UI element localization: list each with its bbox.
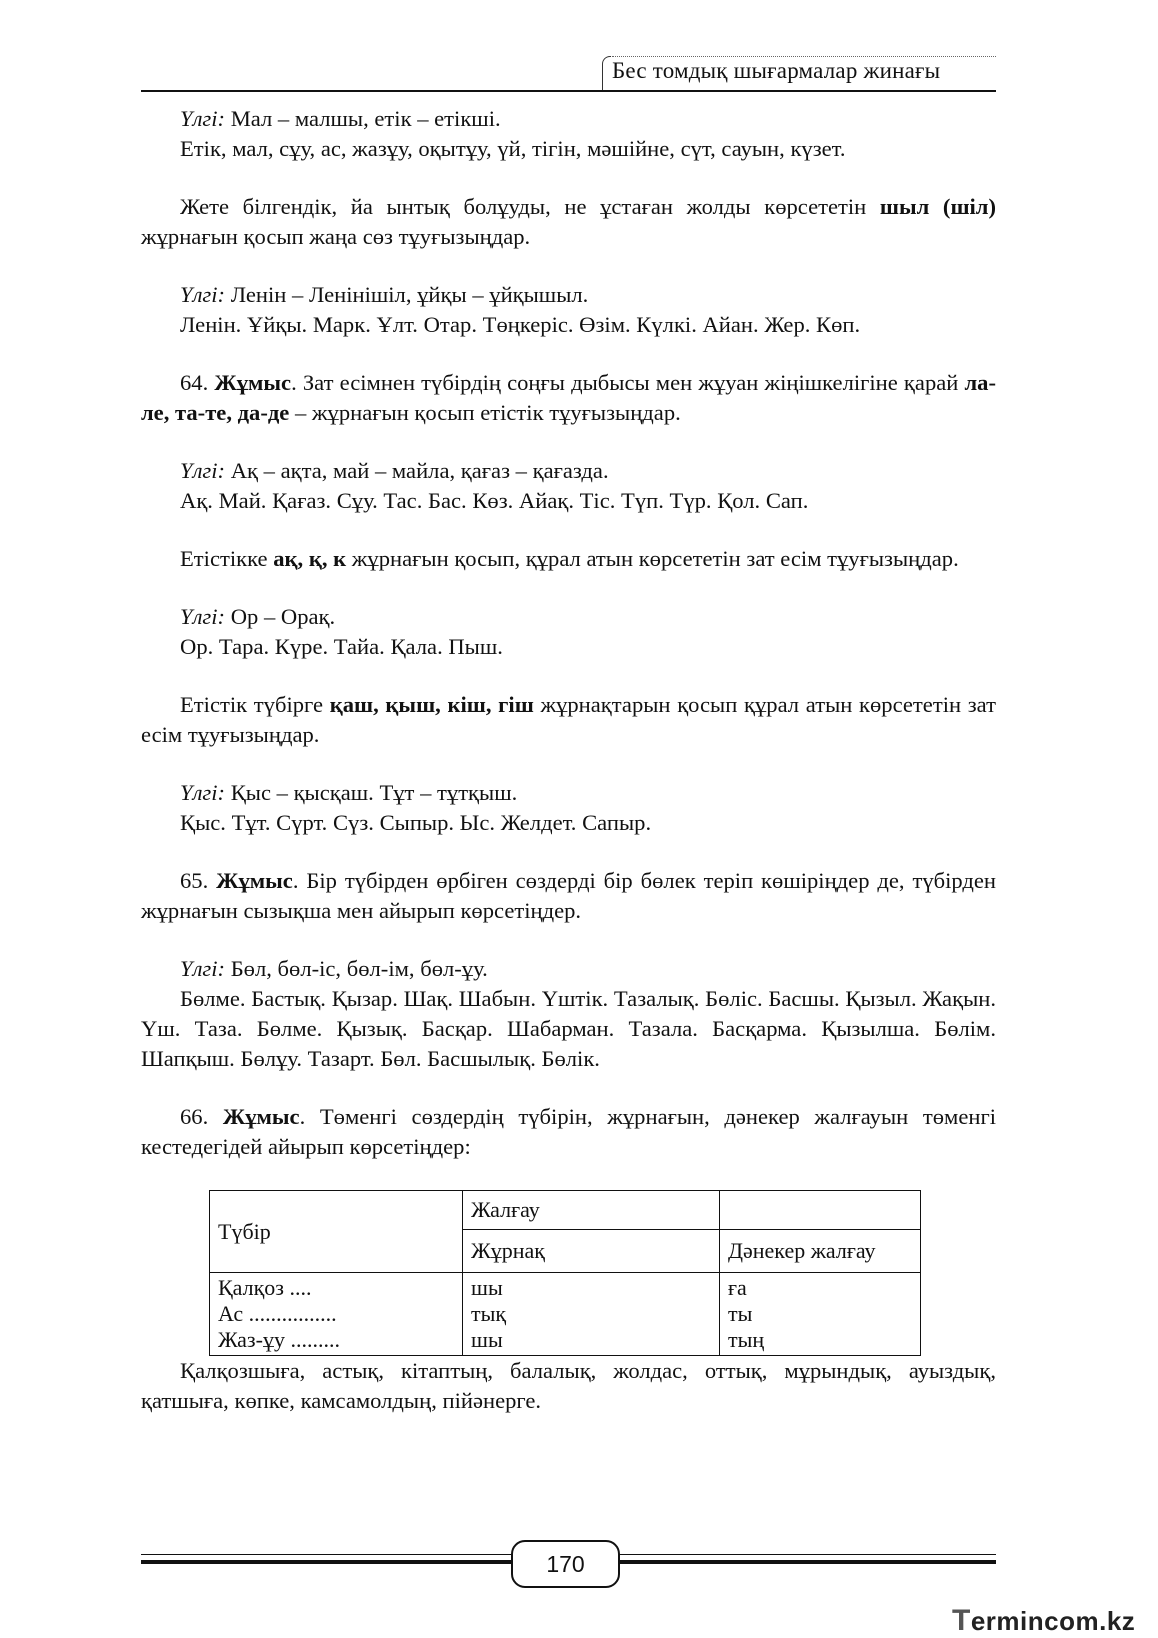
task-text-a: Етістікке (180, 546, 274, 571)
exercise-text-b: – жұрнағын қосып етістік тұуғызыңдар. (289, 400, 681, 425)
exercise-text (141, 368, 996, 428)
footer-rule (616, 1554, 996, 1555)
running-header: Бес томдық шығармалар жинағы (612, 58, 941, 83)
word-list: Етік, мал, сұу, ас, жазұу, оқытұу, үй, тігін, мәшійне, сүт, сауын, күзет. (180, 136, 846, 161)
footer-rule (141, 1560, 511, 1564)
root-value: Қалқоз .... (218, 1275, 312, 1300)
linking-value: тың (728, 1327, 765, 1352)
watermark-letter: T (952, 1604, 971, 1637)
sample-label: Үлгі: (180, 956, 226, 981)
sample-text: Бөл, бөл-іс, бөл-ім, бөл-ұу. (225, 956, 488, 981)
site-watermark (952, 1604, 1135, 1638)
sample-line (141, 280, 996, 310)
root-value: Ас ................ (218, 1301, 337, 1326)
linking-value: ға (728, 1275, 747, 1300)
sample-line (141, 954, 996, 984)
ex64-sample (141, 456, 996, 516)
sample-text: Мал – малшы, етік – етікші. (225, 106, 501, 131)
sample-label: Үлгі: (180, 604, 226, 629)
magnifier-icon: o (1059, 1606, 1076, 1636)
word-list: Ақ. Май. Қағаз. Сұу. Тас. Бас. Көз. Айақ. Тіс. Түп. Түр. Қол. Сап. (180, 488, 809, 513)
sample-text: Қыс – қысқаш. Тұт – тұтқыш. (225, 780, 518, 805)
suffix-bold: ла-ле, та-те, да-де (141, 370, 996, 425)
exercise-text (141, 866, 996, 926)
footer-rule (141, 1554, 511, 1555)
sample-label: Үлгі: (180, 780, 226, 805)
sample-label: Үлгі: (180, 282, 226, 307)
morpheme-table (209, 1190, 921, 1356)
suffix-value: шы (471, 1275, 503, 1300)
exercise-number: 65. (180, 868, 217, 893)
linking-cell (720, 1273, 921, 1356)
sample-label: Үлгі: (180, 458, 226, 483)
exercise-65 (141, 866, 996, 926)
sample-line (141, 104, 996, 134)
task-kash (141, 690, 996, 750)
sample-line (141, 602, 996, 632)
footer-rule (616, 1560, 996, 1564)
table-row (210, 1273, 921, 1356)
ex63-tail (141, 104, 996, 164)
exercise-heading: Жұмыс (216, 868, 293, 893)
ak-sample (141, 602, 996, 662)
sample-text: Ақ – ақта, май – майла, қағаз – қағазда. (225, 458, 609, 483)
task-text-b: жұрнағын қосып, құрал атын көрсететін зат есім тұуғызыңдар. (346, 546, 959, 571)
suffix-bold: шыл (шіл) (879, 194, 996, 219)
exercise-66 (141, 1102, 996, 1162)
watermark-text: erminc (970, 1606, 1060, 1636)
header-root: Түбір (210, 1191, 463, 1273)
header-linking: Дәнекер жалғау (720, 1230, 921, 1273)
header-empty (720, 1191, 921, 1230)
suffix-bold: қаш, қыш, кіш, гіш (329, 692, 534, 717)
header-suffix: Жұрнақ (463, 1230, 720, 1273)
exercise-heading: Жұмыс (222, 1104, 300, 1129)
linking-value: ты (728, 1301, 753, 1326)
exercise-text-body: . Төменгі сөздердің түбірін, жұрнағын, дәнекер жалғауын төменгі кестедегідей айырып көрсетіңдер: (141, 1104, 996, 1159)
exercise-heading: Жұмыс (214, 370, 292, 395)
exercise-text (141, 1102, 996, 1162)
kash-sample (141, 778, 996, 838)
exercise-66-words: Қалқозшыға, астық, кітаптың, балалық, жолдас, оттық, мұрындық, ауыздық, қатшыға, көпке, камсамолдың, пійәнерге. (141, 1358, 996, 1413)
word-list: Бөлме. Бастық. Қызар. Шақ. Шабын. Үштік. Тазалық. Бөліс. Басшы. Қызыл. Жақын. Үш. Таза. Бөлме. Қызық. Басқар. Шабарман. Тазала. Басқарма. Қызылша. Бөлім. Шапқыш. Бөлұу. Тазарт. Бөл. Басшылық. Бөлік. (141, 986, 996, 1071)
page-number: 170 (511, 1540, 620, 1588)
header-ending: Жалғау (463, 1191, 720, 1230)
task-shyl (141, 192, 996, 252)
exercise-text-a: . Зат есімнен түбірдің соңғы дыбысы мен жұуан жіңішкелігіне қарай (291, 370, 965, 395)
header-ornament (602, 56, 611, 91)
header-dotted-rule (612, 56, 996, 57)
header-rule (141, 90, 996, 92)
suffix-cell (463, 1273, 720, 1356)
task-text-b: жұрнағын қосып жаңа сөз тұуғызыңдар. (141, 224, 531, 249)
exercise-64 (141, 368, 996, 428)
task-text (141, 544, 996, 574)
root-value: Жаз-ұу ......... (218, 1327, 340, 1352)
root-cell (210, 1273, 463, 1356)
task-text-a: Етістік түбірге (180, 692, 330, 717)
sample-text: Ленін – Ленінішіл, ұйқы – ұйқышыл. (225, 282, 589, 307)
suffix-value: тық (471, 1301, 507, 1326)
task-ak (141, 544, 996, 574)
suffix-bold: ақ, қ, к (273, 546, 347, 571)
task-text (141, 192, 996, 252)
page-body (141, 104, 996, 1416)
exercise-text-body: . Бір түбірден өрбіген сөздерді бір бөлек теріп көшіріңдер де, түбірден жұрнағын сызықша мен айырып көрсетіңдер. (141, 868, 997, 923)
shyl-sample (141, 280, 996, 340)
word-list: Ор. Тара. Күре. Тайа. Қала. Пыш. (180, 634, 503, 659)
sample-line (141, 778, 996, 808)
exercise-number: 66. (180, 1104, 223, 1129)
exercise-number: 64. (180, 370, 215, 395)
task-text-a: Жете білгендік, йа ынтық болұуды, не ұстаған жолды көрсететін (180, 194, 880, 219)
ex65-sample (141, 954, 996, 1074)
watermark-text: m.kz (1075, 1606, 1136, 1636)
sample-label: Үлгі: (180, 106, 226, 131)
sample-line (141, 456, 996, 486)
word-list: Ленін. Ұйқы. Марк. Ұлт. Отар. Төңкеріс. Өзім. Күлкі. Айан. Жер. Көп. (180, 312, 861, 337)
sample-text: Ор – Орақ. (225, 604, 336, 629)
table-wrapper (209, 1190, 996, 1356)
word-list: Қыс. Тұт. Сүрт. Сүз. Сыпыр. Ыс. Желдет. Сапыр. (180, 810, 652, 835)
task-text-b: жұрнақтарын қосып құрал атын көрсететін зат есім тұуғызыңдар. (141, 692, 996, 747)
task-text (141, 690, 996, 750)
suffix-value: шы (471, 1327, 503, 1352)
